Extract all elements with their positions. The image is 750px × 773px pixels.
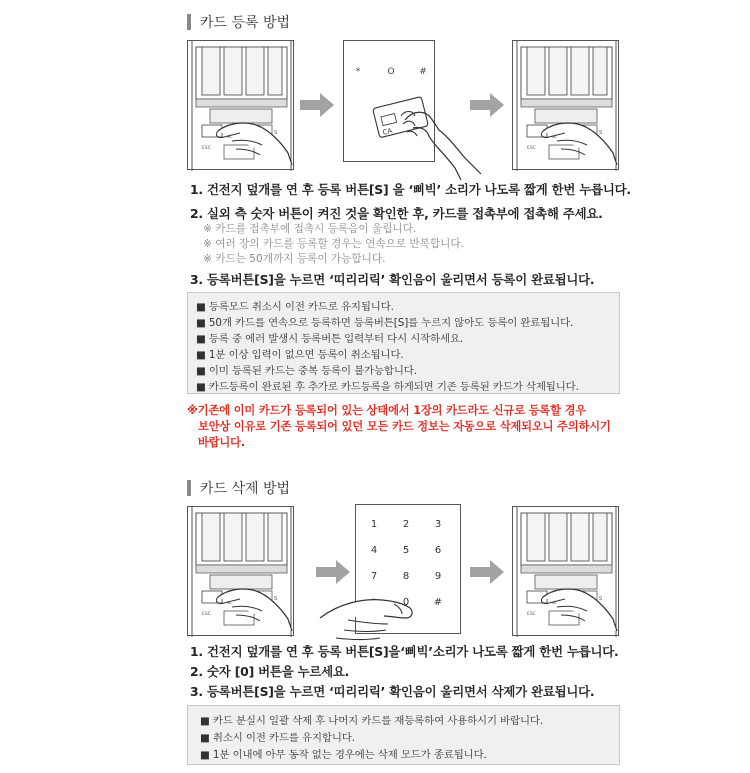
register-box-line-3: ■ 등록 중 에러 발생시 등록버튼 입력부터 다시 시작하세요.: [196, 333, 464, 345]
register-section-title: [187, 12, 290, 32]
delete-box-line-2: ■ 취소시 이전 카드를 유지합니다.: [200, 732, 355, 744]
svg-text:S: S: [274, 596, 278, 602]
delete-box-line-3: ■ 1분 이내에 아무 동작 없는 경우에는 삭제 모드가 종료됩니다.: [200, 749, 487, 761]
svg-text:ESC: ESC: [527, 612, 536, 617]
register-step-2: 2. 실외 측 숫자 버튼이 켜진 것을 확인한 후, 카드를 접촉부에 접촉해 주세요.: [190, 206, 603, 221]
register-note-1: ※ 카드를 접촉부에 접촉시 등록음이 울립니다.: [203, 223, 417, 235]
svg-text:ESC: ESC: [202, 146, 211, 151]
delete-info-box: [187, 705, 620, 765]
register-box-line-6: ■ 카드등록이 완료된 후 추가로 카드등록을 하게되면 기존 등록된 카드가 삭제됩니다.: [196, 381, 579, 393]
register-title-text: 카드 등록 방법: [200, 15, 291, 31]
delete-arrow-right-icon-2: [470, 560, 504, 584]
register-step-1: 1. 건전지 덮개를 연 후 등록 버튼[S] 을 ‘삐빅’ 소리가 나도록 짧게 한번 누릅니다.: [190, 182, 631, 197]
keypad-key-7: 7: [370, 571, 378, 582]
register-note-3: ※ 카드는 50개까지 등록이 가능합니다.: [203, 253, 386, 265]
delete-step-3: 3. 등록버튼[S]을 누르면 ‘띠리리릭’ 확인음이 울리면서 삭제가 완료됩니다.: [190, 684, 595, 699]
svg-text:S: S: [599, 596, 603, 602]
keypad-key-hash: #: [433, 597, 443, 608]
register-lock-confirm-illustration: [512, 40, 619, 170]
delete-lock-confirm-illustration: [512, 506, 619, 636]
svg-text:S: S: [599, 130, 603, 136]
register-step-3: 3. 등록버튼[S]을 누르면 ‘띠리리릭’ 확인음이 울리면서 등록이 완료됩니다.: [190, 272, 595, 287]
register-info-box: [187, 292, 620, 394]
keypad-o-symbol: O: [387, 67, 395, 77]
register-lock-interior-illustration: [187, 40, 294, 170]
card-text: CA: [381, 126, 394, 137]
keypad-key-6: 6: [434, 545, 442, 556]
svg-text:ESC: ESC: [202, 612, 211, 617]
delete-box-line-1: ■ 카드 분실시 일괄 삭제 후 나머지 카드를 재등록하여 사용하시기 바랍니다.: [200, 715, 544, 727]
delete-lock-interior-illustration: [187, 506, 294, 636]
keypad-key-3: 3: [434, 519, 442, 530]
keypad-key-5: 5: [402, 545, 410, 556]
keypad-key-0: 0: [402, 597, 410, 608]
register-warning-line-2: 보안상 이유로 기존 등록되어 있던 모든 카드 정보는 자동으로 삭제되오니 주의하시기: [198, 420, 611, 433]
keypad-hash-symbol: #: [419, 67, 427, 77]
register-arrow-right-icon-2: [470, 93, 504, 117]
register-warning-line-1: ※기존에 이미 카드가 등록되어 있는 상태에서 1장의 카드라도 신규로 등록할 경우: [187, 404, 587, 417]
title-bar-decoration: [187, 14, 191, 30]
register-box-line-5: ■ 이미 등록된 카드는 중복 등록이 불가능합니다.: [196, 365, 417, 377]
register-box-line-1: ■ 등록모드 취소시 이전 카드로 유지됩니다.: [196, 301, 394, 313]
svg-text:ESC: ESC: [527, 146, 536, 151]
delete-step-2: 2. 숫자 [0] 버튼을 누르세요.: [190, 664, 350, 679]
register-warning-line-3: 바랍니다.: [198, 436, 245, 449]
keypad-star-symbol: *: [355, 67, 361, 77]
keypad-key-1: 1: [370, 519, 378, 530]
register-arrow-right-icon-1: [300, 93, 334, 117]
register-box-line-2: ■ 50개 카드를 연속으로 등록하면 등록버튼[S]를 누르지 않아도 등록이 완료됩니다.: [196, 317, 574, 329]
delete-step-1: 1. 건전지 덮개를 연 후 등록 버튼[S]을‘삐빅’소리가 나도록 짧게 한번 누릅니다.: [190, 644, 619, 659]
keypad-key-2: 2: [402, 519, 410, 530]
keypad-key-4: 4: [370, 545, 378, 556]
finger-press-icon: [318, 590, 418, 642]
register-box-line-4: ■ 1분 이상 입력이 없으면 등록이 취소됩니다.: [196, 349, 404, 361]
register-note-2: ※ 여러 장의 카드를 등록할 경우는 연속으로 반복합니다.: [203, 238, 464, 250]
svg-text:S: S: [274, 130, 278, 136]
delete-arrow-right-icon-1: [316, 560, 350, 584]
keypad-key-8: 8: [402, 571, 410, 582]
delete-section-title: [187, 478, 290, 498]
title-bar-decoration: [187, 480, 191, 496]
keypad-key-9: 9: [434, 571, 442, 582]
delete-title-text: 카드 삭제 방법: [200, 481, 291, 497]
